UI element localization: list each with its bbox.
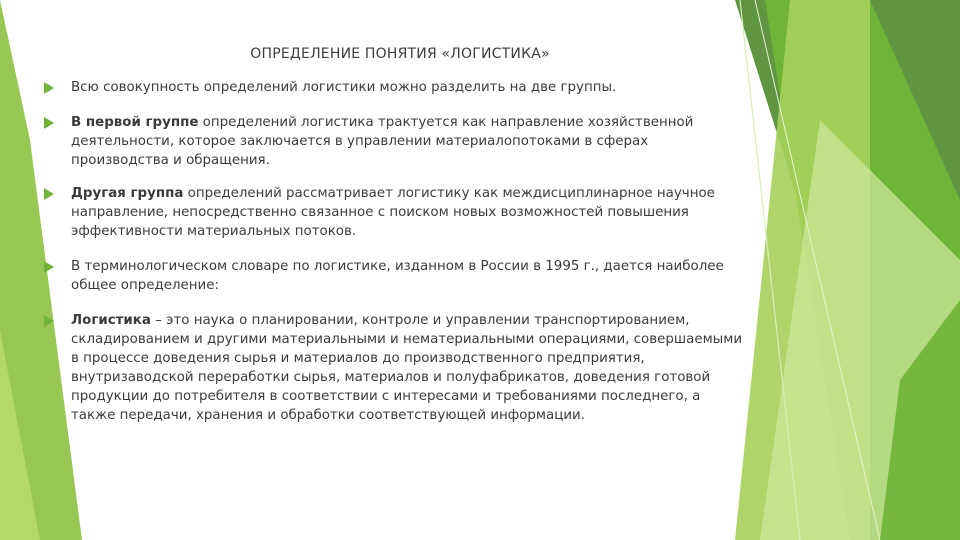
bullet-text: – это наука о планировании, контроле и управлении транспортированием, складированием и другими материальными и нематериальными операциями, совершаемыми в процессе доведения сырья и материалов до производственного предприятия, внутризаводской переработки сырья, материалов и полуфабрикатов, доведения готовой продукции до потребителя в соответствии с интересами и требованиями последнего, а также передачи, хранения и обработки соответствующей информации. bbox=[71, 313, 743, 423]
bullet-text: определений логистика трактуется как направление хозяйственной деятельности, которое заключается в управлении материалопотоками в сферах производства и обращения. bbox=[71, 115, 694, 168]
bullet-text: Всю совокупность определений логистики можно разделить на две группы. bbox=[71, 80, 617, 95]
bullet-second-group bbox=[44, 184, 744, 241]
triangle-bullet-icon bbox=[44, 82, 54, 94]
bullet-lead: В первой группе bbox=[71, 115, 199, 130]
slide-title: ОПРЕДЕЛЕНИЕ ПОНЯТИЯ «ЛОГИСТИКА» bbox=[250, 46, 550, 62]
bullet-lead: Другая группа bbox=[71, 186, 184, 201]
triangle-bullet-icon bbox=[44, 188, 54, 200]
triangle-bullet-icon bbox=[44, 315, 54, 327]
bullet-first-group bbox=[44, 113, 744, 170]
bullet-text: В терминологическом словаре по логистике, изданном в России в 1995 г., дается наиболее общее определение: bbox=[71, 259, 724, 293]
bullet-definition bbox=[44, 311, 744, 425]
bullet-list bbox=[44, 78, 744, 425]
bullet-lead: Логистика bbox=[71, 313, 151, 328]
bullet-dictionary bbox=[44, 257, 744, 295]
bullet-groups bbox=[44, 78, 744, 97]
bullet-text: определений рассматривает логистику как междисциплинарное научное направление, непосредственно связанное с поиском новых возможностей повышения эффективности материальных потоков. bbox=[71, 186, 715, 239]
triangle-bullet-icon bbox=[44, 261, 54, 273]
triangle-bullet-icon bbox=[44, 117, 54, 129]
